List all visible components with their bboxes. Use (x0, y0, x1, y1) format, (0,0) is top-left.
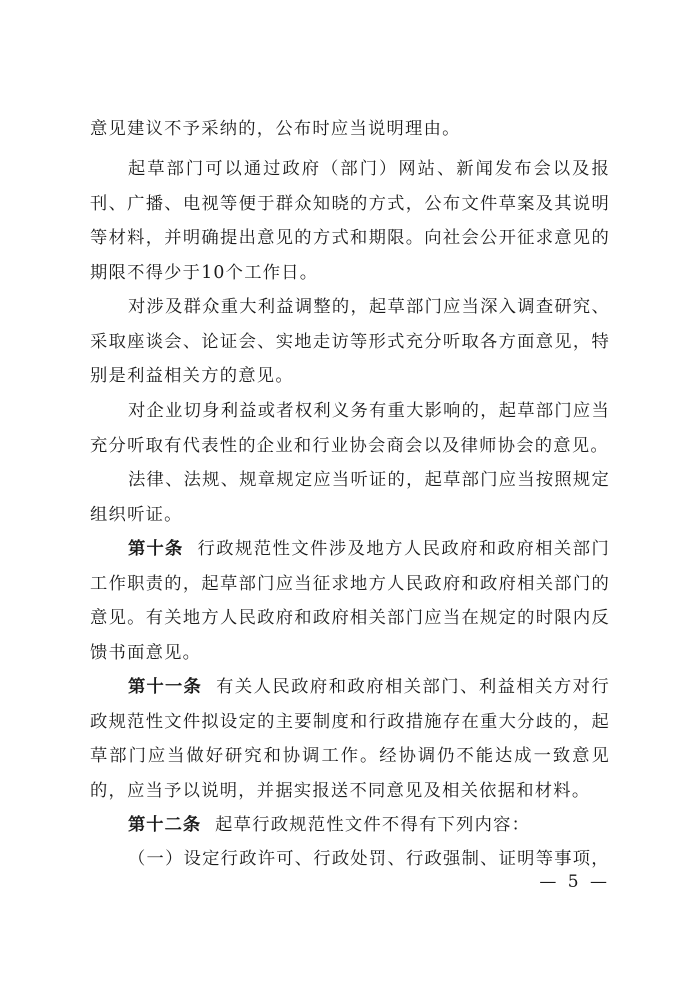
paragraph-4-text: 对企业切身利益或者权利义务有重大影响的，起草部门应当充分听取有代表性的企业和行业协会商会以及律师协会的意见。 (90, 401, 610, 456)
article-12 (90, 808, 610, 843)
paragraph-5 (90, 463, 610, 532)
article-10 (90, 532, 610, 670)
list-item-1-text: （一）设定行政许可、行政处罚、行政强制、证明等事项， (128, 849, 610, 869)
paragraph-2-text: 起草部门可以通过政府（部门）网站、新闻发布会以及报刊、广播、电视等便于群众知晓的方式，公布文件草案及其说明等材料，并明确提出意见的方式和期限。向社会公开征求意见的期限不得少于10个工作日。 (90, 159, 610, 283)
article-10-heading: 第十条 (128, 539, 184, 559)
paragraph-4 (90, 394, 610, 463)
paragraph-2 (90, 152, 610, 290)
article-11-heading: 第十一条 (128, 677, 203, 697)
article-11 (90, 670, 610, 808)
paragraph-3-text: 对涉及群众重大利益调整的，起草部门应当深入调查研究、采取座谈会、论证会、实地走访等形式充分听取各方面意见，特别是利益相关方的意见。 (90, 297, 610, 386)
paragraph-1 (90, 112, 610, 147)
page-number: — 5 — (539, 872, 610, 892)
article-12-text: 起草行政规范性文件不得有下列内容： (215, 815, 531, 835)
list-item-1 (90, 842, 610, 877)
article-11-text: 有关人民政府和政府相关部门、利益相关方对行政规范性文件拟设定的主要制度和行政措施存在重大分歧的，起草部门应当做好研究和协调工作。经协调仍不能达成一致意见的，应当予以说明，并据实报送不同意见及相关依据和材料。 (90, 677, 610, 801)
paragraph-3 (90, 290, 610, 394)
paragraph-1-text: 意见建议不予采纳的，公布时应当说明理由。 (90, 119, 461, 139)
article-12-heading: 第十二条 (128, 815, 202, 835)
paragraph-5-text: 法律、法规、规章规定应当听证的，起草部门应当按照规定组织听证。 (90, 470, 610, 525)
article-10-text: 行政规范性文件涉及地方人民政府和政府相关部门工作职责的，起草部门应当征求地方人民政府和政府相关部门的意见。有关地方人民政府和政府相关部门应当在规定的时限内反馈书面意见。 (90, 539, 610, 663)
